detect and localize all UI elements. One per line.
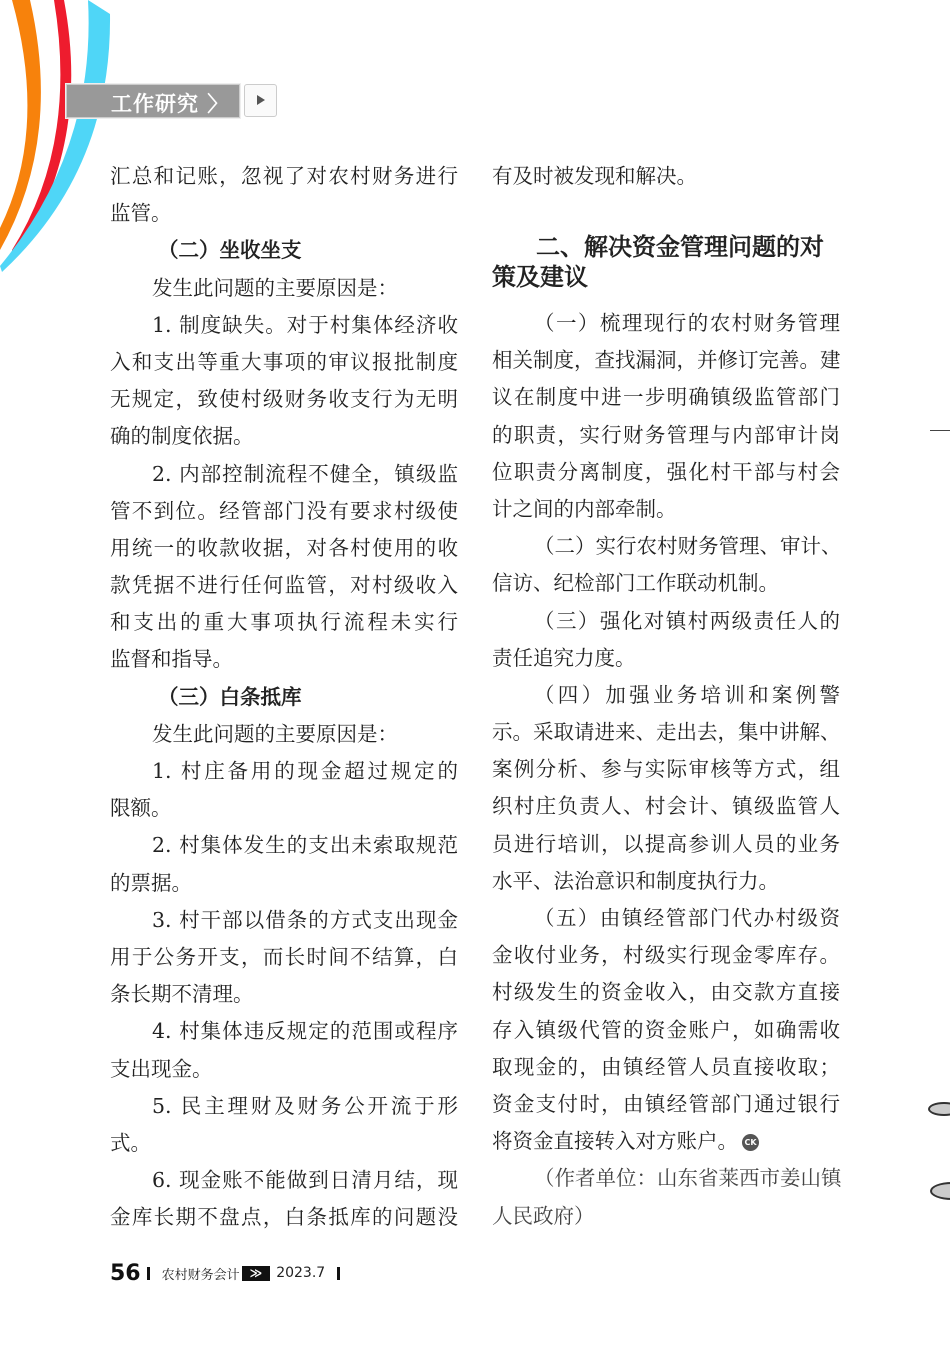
line-text: （五）由镇经管部门代办村级资 bbox=[534, 906, 840, 930]
paragraph-line bbox=[110, 753, 458, 790]
line-text: 1. 制度缺失。对于村集体经济收 bbox=[152, 312, 458, 337]
line-text: 1. 村庄备用的现金超过规定的 bbox=[152, 759, 458, 783]
paragraph-line bbox=[110, 827, 458, 864]
line-text: 责任追究力度。 bbox=[492, 645, 636, 670]
section-tab-label: 工作研究 〉 bbox=[111, 92, 230, 116]
paragraph-line bbox=[110, 1125, 458, 1162]
paragraph-line bbox=[110, 493, 458, 530]
paragraph-line bbox=[110, 418, 458, 455]
line-text: 条长期不清理。 bbox=[110, 982, 254, 1007]
line-text: 2. 内部控制流程不健全，镇级监 bbox=[152, 461, 458, 486]
line-text: 信访、纪检部门工作联动机制。 bbox=[492, 571, 779, 596]
paragraph-line bbox=[492, 565, 840, 602]
line-text: 员进行培训，以提高参训人员的业务 bbox=[492, 831, 840, 856]
paragraph-line bbox=[110, 1013, 458, 1050]
paragraph-line bbox=[492, 603, 840, 640]
paragraph-line bbox=[492, 1160, 840, 1197]
line-text: 限额。 bbox=[110, 796, 172, 821]
paragraph-line bbox=[492, 900, 840, 937]
line-text: 用于公务开支，而长时间不结算，白 bbox=[110, 944, 458, 969]
left-column bbox=[110, 158, 458, 1236]
coin-decoration bbox=[930, 1182, 950, 1200]
right-column-top bbox=[492, 158, 840, 195]
line-text: 3. 村干部以借条的方式支出现金 bbox=[152, 907, 458, 932]
paragraph-line bbox=[110, 1199, 458, 1236]
subheading bbox=[110, 232, 458, 269]
paragraph-line bbox=[110, 1051, 458, 1088]
chevron-icon: ≫ bbox=[242, 1266, 271, 1281]
line-text: 确的制度依据。 bbox=[110, 424, 254, 449]
line-text: 水平、法治意识和制度执行力。 bbox=[492, 868, 779, 893]
line-text: 汇总和记账，忽视了对农村财务进行 bbox=[110, 164, 458, 188]
line-text: 相关制度，查找漏洞，并修订完善。建 bbox=[492, 348, 841, 373]
paragraph-line bbox=[110, 641, 458, 678]
issue-date: 2023.7 bbox=[276, 1265, 326, 1281]
line-text: 织村庄负责人、村会计、镇级监管人 bbox=[492, 794, 840, 819]
line-text: 案例分析、参与实际审核等方式，组 bbox=[492, 757, 840, 782]
paragraph-line bbox=[492, 714, 840, 751]
paragraph-line bbox=[492, 491, 840, 528]
line-text: 的票据。 bbox=[110, 870, 192, 895]
line-text: 金收付业务，村级实行现金零库存。 bbox=[492, 943, 840, 968]
line-text: 4. 村集体违反规定的范围或程序 bbox=[152, 1019, 458, 1044]
paragraph-line bbox=[110, 195, 458, 232]
paragraph-line bbox=[110, 604, 458, 641]
paragraph-line bbox=[492, 379, 840, 416]
paragraph-line bbox=[492, 826, 840, 863]
paragraph-line bbox=[492, 1049, 840, 1086]
line-text: 支出现金。 bbox=[110, 1056, 213, 1081]
play-arrow-icon[interactable] bbox=[244, 84, 277, 117]
line-text: （三）强化对镇村两级责任人的 bbox=[534, 608, 840, 633]
line-text: 发生此问题的主要原因是： bbox=[152, 721, 398, 746]
paragraph-line bbox=[492, 528, 840, 565]
paragraph-line bbox=[110, 939, 458, 976]
paragraph-line bbox=[492, 937, 840, 974]
line-text: 款凭据不进行任何监管，对村级收入 bbox=[110, 573, 458, 598]
paragraph-line bbox=[492, 454, 840, 491]
divider bbox=[147, 1267, 150, 1280]
page-number: 56 bbox=[110, 1260, 141, 1286]
paragraph-line bbox=[110, 307, 458, 344]
paragraph-line bbox=[492, 788, 840, 825]
paragraph-line bbox=[492, 1086, 840, 1123]
paragraph-line bbox=[110, 1162, 458, 1199]
paragraph-line bbox=[110, 456, 458, 493]
paragraph-line bbox=[492, 342, 840, 379]
paragraph-line bbox=[492, 417, 840, 454]
right-column bbox=[492, 305, 840, 1235]
section-heading bbox=[492, 232, 842, 292]
paragraph-line bbox=[110, 270, 458, 307]
section-heading-line: 策及建议 bbox=[492, 263, 588, 291]
line-text: 存入镇级代管的资金账户，如确需收 bbox=[492, 1017, 840, 1042]
paragraph-line bbox=[110, 530, 458, 567]
line-text: （二）坐收坐支 bbox=[158, 238, 302, 263]
section-tab[interactable] bbox=[66, 84, 240, 118]
magazine-name: 农村财务会计 bbox=[161, 1267, 240, 1283]
line-text: （作者单位：山东省莱西市姜山镇 bbox=[534, 1166, 842, 1191]
line-text: 议在制度中进一步明确镇级监管部门 bbox=[492, 385, 840, 410]
line-text: 取现金的，由镇经管人员直接收取； bbox=[492, 1054, 840, 1079]
page-footer bbox=[110, 1260, 352, 1286]
paragraph-line bbox=[492, 677, 840, 714]
paragraph-line bbox=[492, 1198, 840, 1235]
line-text: 计之间的内部牵制。 bbox=[492, 496, 677, 521]
line-text: 5. 民主理财及财务公开流于形 bbox=[152, 1093, 458, 1118]
paragraph-line bbox=[110, 716, 458, 753]
line-text: 发生此问题的主要原因是： bbox=[152, 275, 398, 300]
paragraph-line bbox=[492, 640, 840, 677]
paragraph-line bbox=[110, 790, 458, 827]
line-text: （一）梳理现行的农村财务管理 bbox=[534, 311, 840, 335]
line-text: 村级发生的资金收入，由交款方直接 bbox=[492, 980, 840, 1005]
line-text: 式。 bbox=[110, 1130, 151, 1155]
line-text: 监督和指导。 bbox=[110, 647, 233, 672]
paragraph-line: 有及时被发现和解决。 bbox=[492, 164, 697, 188]
line-text: 6. 现金账不能做到日清月结，现 bbox=[152, 1168, 458, 1193]
line-text: 金库长期不盘点，白条抵库的问题没 bbox=[110, 1205, 458, 1230]
paragraph-line bbox=[110, 1088, 458, 1125]
line-text: 管不到位。经管部门没有要求村级使 bbox=[110, 498, 458, 523]
line-text: （四）加强业务培训和案例警 bbox=[534, 682, 840, 707]
paragraph-line bbox=[110, 344, 458, 381]
page-edge-line bbox=[930, 430, 950, 431]
paragraph-line bbox=[110, 381, 458, 418]
line-text: 无规定，致使村级财务收支行为无明 bbox=[110, 387, 458, 412]
line-text: 的职责，实行财务管理与内部审计岗 bbox=[492, 422, 840, 447]
line-text: 位职责分离制度，强化村干部与村会 bbox=[492, 459, 840, 484]
line-text: 和支出的重大事项执行流程未实行 bbox=[110, 610, 458, 635]
divider bbox=[337, 1267, 340, 1280]
line-text: 入和支出等重大事项的审议报批制度 bbox=[110, 349, 458, 374]
paragraph-line bbox=[110, 902, 458, 939]
line-text: 资金支付时，由镇经管部门通过银行 bbox=[492, 1091, 840, 1116]
line-text: 将资金直接转入对方账户。 bbox=[492, 1129, 738, 1154]
paragraph-line bbox=[492, 1123, 840, 1160]
line-text: 2. 村集体发生的支出未索取规范 bbox=[152, 833, 458, 858]
line-text: 用统一的收款收据，对各村使用的收 bbox=[110, 535, 458, 560]
line-text: 示。采取请进来、走出去，集中讲解、 bbox=[492, 720, 841, 745]
paragraph-line bbox=[110, 567, 458, 604]
paragraph-line bbox=[492, 751, 840, 788]
line-text: （二）实行农村财务管理、审计、 bbox=[534, 534, 842, 559]
paragraph-line bbox=[110, 158, 458, 195]
paragraph-line bbox=[492, 305, 840, 342]
line-text: 人民政府） bbox=[492, 1203, 595, 1228]
paragraph-line bbox=[110, 976, 458, 1013]
paragraph-line bbox=[110, 865, 458, 902]
paragraph-line bbox=[492, 1012, 840, 1049]
paragraph-line bbox=[492, 974, 840, 1011]
end-mark-icon: CK bbox=[742, 1134, 759, 1151]
line-text: （三）白条抵库 bbox=[158, 684, 302, 709]
subheading bbox=[110, 679, 458, 716]
paragraph-line bbox=[492, 863, 840, 900]
line-text: 监管。 bbox=[110, 201, 172, 226]
section-heading-line: 二、解决资金管理问题的对 bbox=[536, 233, 824, 261]
coin-decoration bbox=[928, 1102, 950, 1116]
